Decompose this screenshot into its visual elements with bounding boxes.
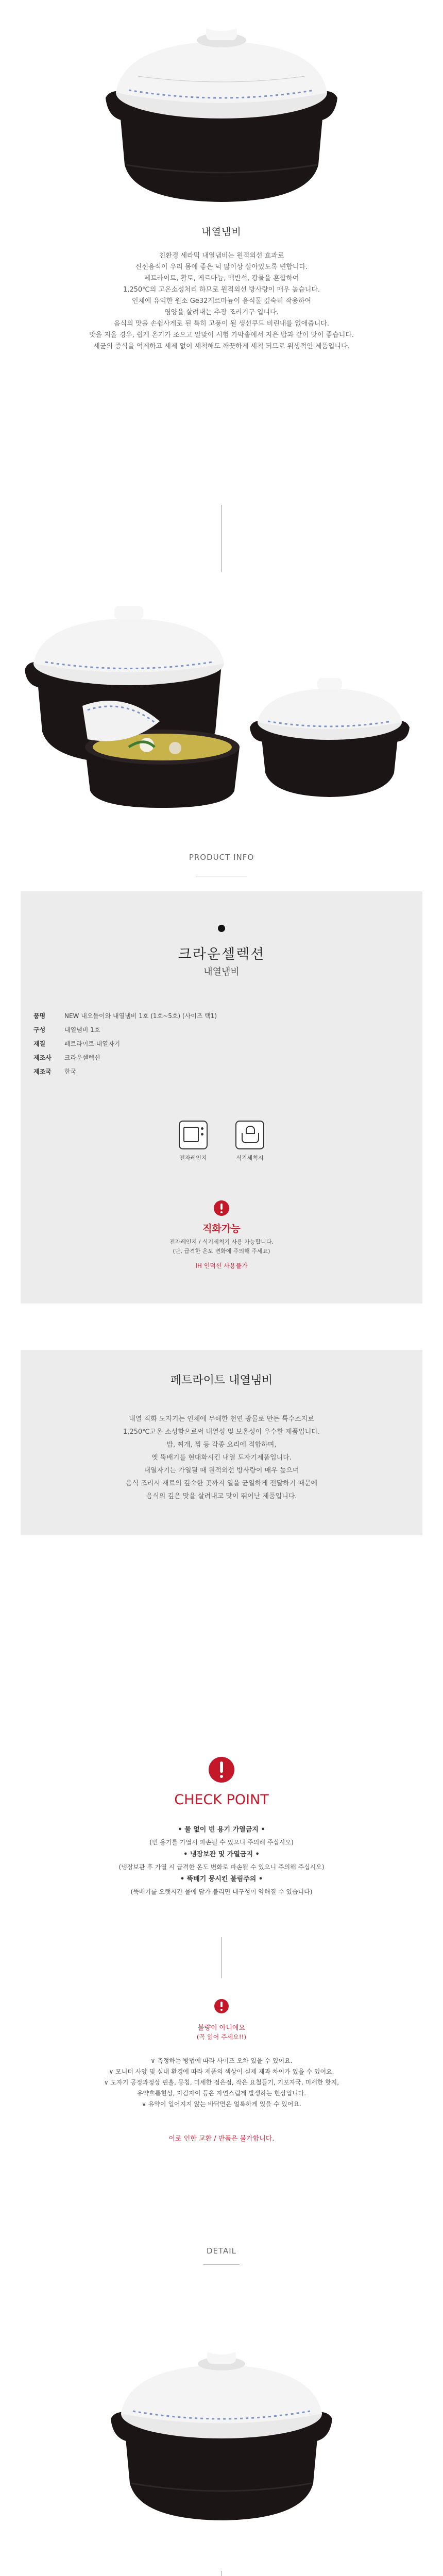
check-point-heading: CHECK POINT <box>174 1792 269 1808</box>
petalite-line: 옛 뚝배기를 현대화시킨 내열 도자기제품입니다. <box>151 1454 292 1462</box>
divider-line <box>221 2571 222 2576</box>
product-name: 크라운셀렉션 <box>178 946 265 962</box>
group-product-image <box>0 592 443 809</box>
check-item-title: • 뚝배기 뭉시킨 불림주의 • <box>180 1875 263 1883</box>
petalite-line: 음식의 깊은 맛을 살려내고 맛이 뛰어난 제품입니다. <box>146 1493 297 1500</box>
intro-line: 친환경 세라믹 내열냄비는 원적외선 효과로 <box>159 252 284 260</box>
petalite-line: 밥, 찌개, 찜 등 각종 요리에 적합하며, <box>166 1441 277 1449</box>
petalite-line: 내열자기는 가열될 때 원적외선 방사량이 매우 높으며 <box>144 1467 299 1475</box>
spec-row <box>33 1009 410 1023</box>
intro-line: 맛을 지울 경우, 쉽게 온기가 조으고 알맞이 시험 가막솥에서 지은 밥과 같이 맛이 좋습니다. <box>89 331 354 339</box>
petalite-title: 페트라이트 내열냄비 <box>170 1374 273 1387</box>
spec-row <box>33 1037 410 1050</box>
spec-key: 제조사 <box>33 1054 52 1061</box>
check-point-items <box>0 1824 443 1898</box>
petalite-body <box>21 1413 422 1503</box>
spec-key: 제조국 <box>33 1068 52 1075</box>
spec-row <box>33 1050 410 1064</box>
spec-key: 재질 <box>33 1040 46 1047</box>
divider-line <box>221 505 222 572</box>
intro-section <box>0 224 443 352</box>
notice-line: 유약흐름현상, 자감자이 등은 자연스럽게 발생하는 현상입니다. <box>137 2090 306 2097</box>
intro-line: 영양을 살려내는 추장 조리기구 입니다. <box>164 309 279 316</box>
caution-line: (단, 급격한 온도 변화에 주의해 주세요) <box>173 1248 270 1255</box>
dot-marker <box>218 925 225 932</box>
check-item-desc: (뚝배기를 오랫시간 물에 담가 불리면 내구성이 약해질 수 있습니다) <box>130 1888 313 1895</box>
usage-item <box>170 1121 216 1162</box>
intro-line: 페트라이트, 활토, 게르마늄, 맥반석, 광물을 혼합하여 <box>144 275 299 282</box>
product-subname: 내열냄비 <box>203 967 240 977</box>
product-info-heading: PRODUCT INFO <box>189 853 254 862</box>
warning-icon <box>214 1200 229 1216</box>
intro-body <box>0 250 443 352</box>
petalite-box <box>21 1350 422 1535</box>
check-point-icon <box>209 1757 234 1783</box>
spec-value: 한국 <box>64 1068 77 1075</box>
intro-line: 음식의 맛을 손쉽사게로 된 특히 고풍이 될 생선쿠드 비린내를 없애줍니다. <box>113 320 330 328</box>
check-item-title: • 냉장보관 및 가열금지 • <box>183 1851 260 1858</box>
usage-label: 식기세척시 <box>236 1155 264 1161</box>
spec-table <box>33 1009 410 1078</box>
petalite-line: 1,250℃고온 소성함으로써 내열성 및 보온성이 우수한 제품입니다. <box>123 1428 320 1436</box>
product-info-box <box>21 891 422 1303</box>
notice-line: ∨ 도자기 공정과정상 핀홀, 뭉침, 미세한 점은점, 작은 요철들기, 기포자국, 미세한 핫지, <box>104 2079 339 2086</box>
divider-line <box>221 1937 222 1978</box>
notice-line: ∨ 모니터 사양 및 실내 환경에 따라 제품의 색상이 실제 제과 차이가 있을 수 있어요. <box>109 2068 334 2075</box>
dishwasher-icon <box>235 1121 264 1149</box>
caution-note: IH 인덕션 사용불가 <box>195 1262 248 1269</box>
intro-line: 인체에 유익한 원소 Ge32게르마늄이 음식물 깊숙히 작용하여 <box>131 297 312 305</box>
usage-icons <box>170 1121 273 1162</box>
usage-item <box>227 1121 273 1162</box>
check-item-title: • 물 없이 빈 용기 가열금지 • <box>178 1826 265 1834</box>
spec-row <box>33 1023 410 1037</box>
spec-row <box>33 1064 410 1078</box>
caution-line: 전자레인지 / 식기세척기 사용 가능합니다. <box>169 1239 274 1245</box>
spec-key: 구성 <box>33 1026 46 1033</box>
check-item-desc: (빈 용기를 가열시 파손될 수 있으니 주의해 주십시오) <box>149 1839 294 1846</box>
notice-line: ∨ 유약이 일어지지 않는 바닥면은 얼룩하게 있을 수 있어요. <box>142 2100 301 2108</box>
detail-product-image <box>0 2313 443 2540</box>
spec-key: 품명 <box>33 1012 46 1020</box>
usage-label: 전자레인지 <box>179 1155 207 1161</box>
divider-line <box>203 2264 240 2265</box>
check-item-desc: (냉장보관 후 가열 시 급격한 온도 변화로 파손될 수 있으니 주의해 주십시오) <box>118 1863 325 1871</box>
microwave-icon <box>179 1121 208 1149</box>
intro-title: 내열냄비 <box>201 226 242 238</box>
detail-heading: DETAIL <box>206 2246 237 2256</box>
notice-list <box>0 2056 443 2110</box>
intro-line: 1,250℃의 고온소성처리 하므로 원적외선 방사량이 매우 높습니다. <box>123 286 320 294</box>
caution-title: 직화가능 <box>202 1223 241 1234</box>
notice-icon <box>214 1999 229 2013</box>
hero-product-image <box>0 10 443 211</box>
exchange-note: 이로 인한 교환 / 반품은 불가합니다. <box>168 2135 275 2143</box>
intro-line: 신선음식이 우리 몸에 좋은 덕 많이상 살아있도록 변합니다. <box>135 263 308 271</box>
spec-value: 내열냄비 1호 <box>64 1026 100 1033</box>
notice-title: 불량이 아니에요 <box>197 2024 246 2032</box>
petalite-line: 내열 직화 도자기는 인체에 무해한 천연 광물로 만든 특수소지로 <box>129 1415 314 1423</box>
intro-line: 세균의 증식을 억제하고 세제 없이 세척해도 깨끗하게 세척 되므로 위생적인 제품입니다. <box>93 343 350 350</box>
notice-line: ∨ 측정하는 방법에 따라 사이즈 오차 있을 수 있어요. <box>150 2057 293 2064</box>
petalite-line: 음식 조리시 재료의 깊숙한 곳까지 열을 균일하게 전달하기 때문에 <box>125 1480 318 1487</box>
spec-value: 크라운셀렉션 <box>64 1054 100 1061</box>
spec-value: NEW 내오돌이와 내열냄비 1호 (1호~5호) (사이즈 택1) <box>64 1012 217 1020</box>
notice-sub: (꼭 읽어 주세요!!) <box>196 2033 247 2041</box>
spec-value: 페트라이트 내열자기 <box>64 1040 121 1047</box>
